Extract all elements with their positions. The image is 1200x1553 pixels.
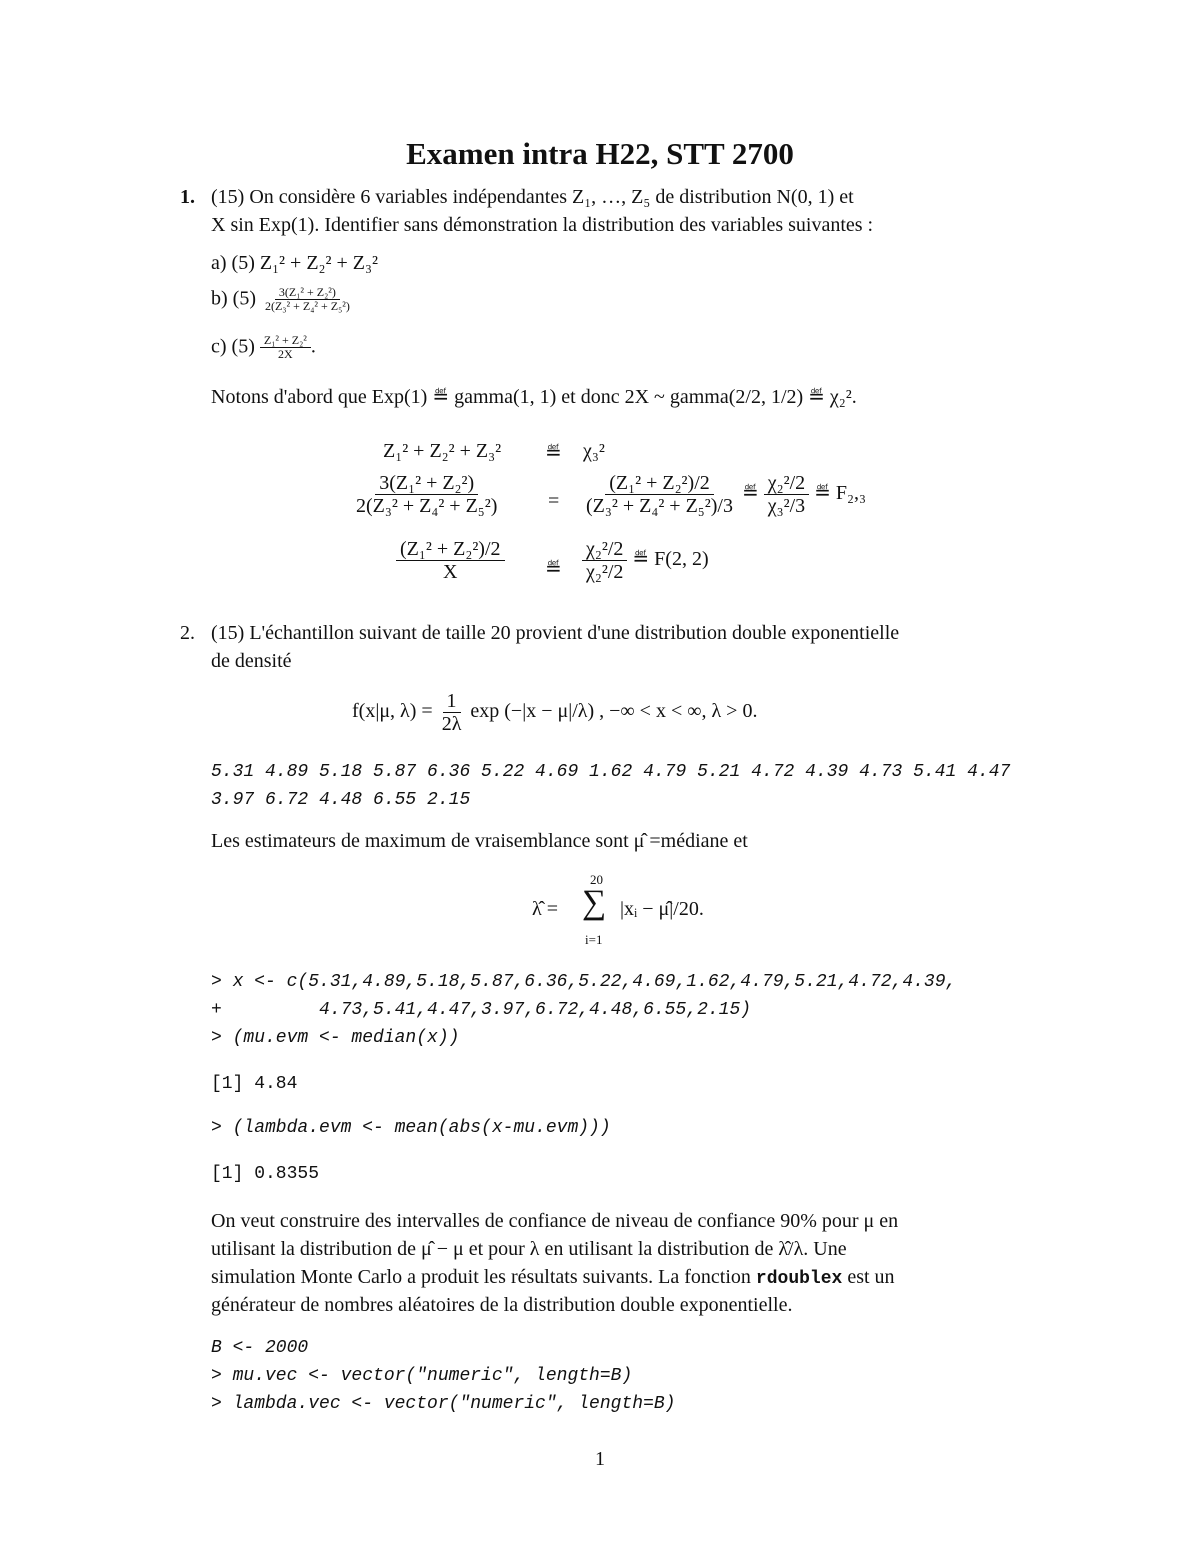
density-fraction: [438, 690, 466, 735]
equation-1-rhs: χ₃²: [583, 440, 605, 462]
equation-3-lhs-fraction: [396, 538, 505, 583]
equation-3-lhs-numerator: (Z₁² + Z₂²)/2: [396, 538, 505, 561]
paragraph-line-2: utilisant la distribution de μ̂ − μ et pour λ en utilisant la distribution de λ̂/λ. Une: [211, 1238, 847, 1260]
equation-2-right-numerator: χ₂²/2: [764, 472, 809, 495]
question-2-line-2: de densité: [211, 650, 292, 672]
lambda-hat-lhs: λ̂ =: [532, 898, 558, 920]
equation-2-lhs-denominator: 2(Z₃² + Z₄² + Z₅²): [356, 495, 498, 517]
page-title: Examen intra H22, STT 2700: [406, 136, 794, 171]
r-code-line-4: > (lambda.evm <- mean(abs(x-mu.evm))): [211, 1118, 611, 1138]
equation-2-lhs-fraction: [352, 472, 501, 517]
rdoublex-function-name: rdoublex: [755, 1269, 843, 1289]
equation-3-rhs: [582, 538, 709, 583]
equation-3-lhs-denominator: X: [443, 561, 458, 583]
equation-1-relation: ≝: [545, 442, 562, 464]
paragraph-line-3: [211, 1266, 895, 1289]
equation-2-middle: [582, 472, 866, 517]
equation-3-right-numerator: χ₂²/2: [582, 538, 627, 561]
equation-2-middle-numerator: (Z₁² + Z₂²)/2: [605, 472, 714, 495]
question-1-number: 1.: [180, 186, 195, 208]
part-c-label: c) (5): [211, 335, 255, 358]
part-c-denominator: 2X: [278, 347, 293, 362]
equation-2-middle-fraction: [582, 472, 737, 517]
sum-lower-limit: i=1: [585, 932, 603, 947]
question-2-number: 2.: [180, 622, 195, 644]
question-1-part-b: [211, 286, 354, 313]
sample-line-2: 3.97 6.72 4.48 6.55 2.15: [211, 790, 471, 810]
density-rhs: exp (−|x − μ|/λ) , −∞ < x < ∞, λ > 0.: [470, 700, 758, 723]
paragraph-line-3b: est un: [842, 1266, 895, 1288]
equation-2-relation: =: [548, 490, 560, 512]
r-code-line-1: > x <- c(5.31,4.89,5.18,5.87,6.36,5.22,4.69,1.62,4.79,5.21,4.72,4.39,: [211, 972, 957, 992]
question-1-note: Notons d'abord que Exp(1) ≝ gamma(1, 1) et donc 2X ~ gamma(2/2, 1/2) ≝ χ₂².: [211, 386, 857, 408]
r-output-2: [1] 0.8355: [211, 1164, 320, 1184]
r-code-line-5: B <- 2000: [211, 1338, 309, 1358]
paragraph-line-3a: simulation Monte Carlo a produit les résultats suivants. La fonction: [211, 1266, 756, 1288]
equation-2-middle-denominator: (Z₃² + Z₄² + Z₅²)/3: [586, 495, 733, 517]
r-code-line-7: > lambda.vec <- vector("numeric", length=B): [211, 1394, 676, 1414]
equation-2-right-denominator: χ₃²/3: [767, 495, 806, 517]
equation-2-lhs-numerator: 3(Z₁² + Z₂²): [375, 472, 478, 495]
r-code-line-3: > (mu.evm <- median(x)): [211, 1028, 460, 1048]
sum-upper-limit: 20: [590, 872, 603, 887]
part-c-end: .: [310, 335, 316, 358]
question-2-line-1: (15) L'échantillon suivant de taille 20 provient d'une distribution double exponentielle: [211, 622, 900, 644]
part-b-numerator: 3(Z₁² + Z₂²): [275, 286, 340, 300]
equation-2-relation-2: ≝: [742, 482, 759, 505]
part-b-denominator: 2(Z₃² + Z₄² + Z₅²): [264, 299, 350, 314]
question-1-part-c: [211, 334, 316, 361]
question-1-line-1: (15) On considère 6 variables indépendantes Z₁, …, Z₅ de distribution N(0, 1) et: [211, 186, 854, 208]
equation-3-right-denominator: χ₂²/2: [586, 561, 624, 583]
equation-2-end: ≝ F₂,₃: [814, 482, 866, 505]
r-output-1: [1] 4.84: [211, 1074, 298, 1094]
question-1-line-2: X sin Exp(1). Identifier sans démonstration la distribution des variables suivantes :: [211, 214, 874, 236]
equation-1-lhs: Z₁² + Z₂² + Z₃²: [383, 440, 502, 462]
equation-3-relation: ≝: [545, 558, 562, 580]
sum-symbol: ∑: [582, 884, 607, 921]
density-lhs: f(x|μ, λ) =: [352, 700, 433, 723]
part-c-fraction: [260, 334, 311, 361]
paragraph-line-4: générateur de nombres aléatoires de la distribution double exponentielle.: [211, 1294, 793, 1316]
equation-2-right-fraction: [764, 472, 809, 517]
density-equation: [352, 690, 757, 735]
page-number: 1: [595, 1448, 605, 1470]
sample-line-1: 5.31 4.89 5.18 5.87 6.36 5.22 4.69 1.62 4.79 5.21 4.72 4.39 4.73 5.41 4.47: [211, 762, 1011, 782]
question-1-part-a: a) (5) Z₁² + Z₂² + Z₃²: [211, 252, 378, 274]
equation-3-lhs: [396, 538, 505, 583]
equation-3-right-fraction: [582, 538, 627, 583]
part-b-fraction: [261, 286, 354, 313]
paragraph-line-1: On veut construire des intervalles de confiance de niveau de confiance 90% pour μ en: [211, 1210, 899, 1232]
density-numerator: 1: [443, 690, 461, 713]
mle-text: Les estimateurs de maximum de vraisemblance sont μ̂ =médiane et: [211, 830, 748, 852]
lambda-hat-rhs: |xᵢ − μ̂|/20.: [620, 898, 704, 920]
r-code-line-2: + 4.73,5.41,4.47,3.97,6.72,4.48,6.55,2.15): [211, 1000, 752, 1020]
equation-3-end: ≝ F(2, 2): [632, 548, 709, 571]
part-b-label: b) (5): [211, 287, 256, 310]
r-code-line-6: > mu.vec <- vector("numeric", length=B): [211, 1366, 633, 1386]
part-c-numerator: Z₁² + Z₂²: [260, 334, 311, 348]
equation-2-lhs: [352, 472, 501, 517]
density-denominator: 2λ: [441, 713, 462, 735]
